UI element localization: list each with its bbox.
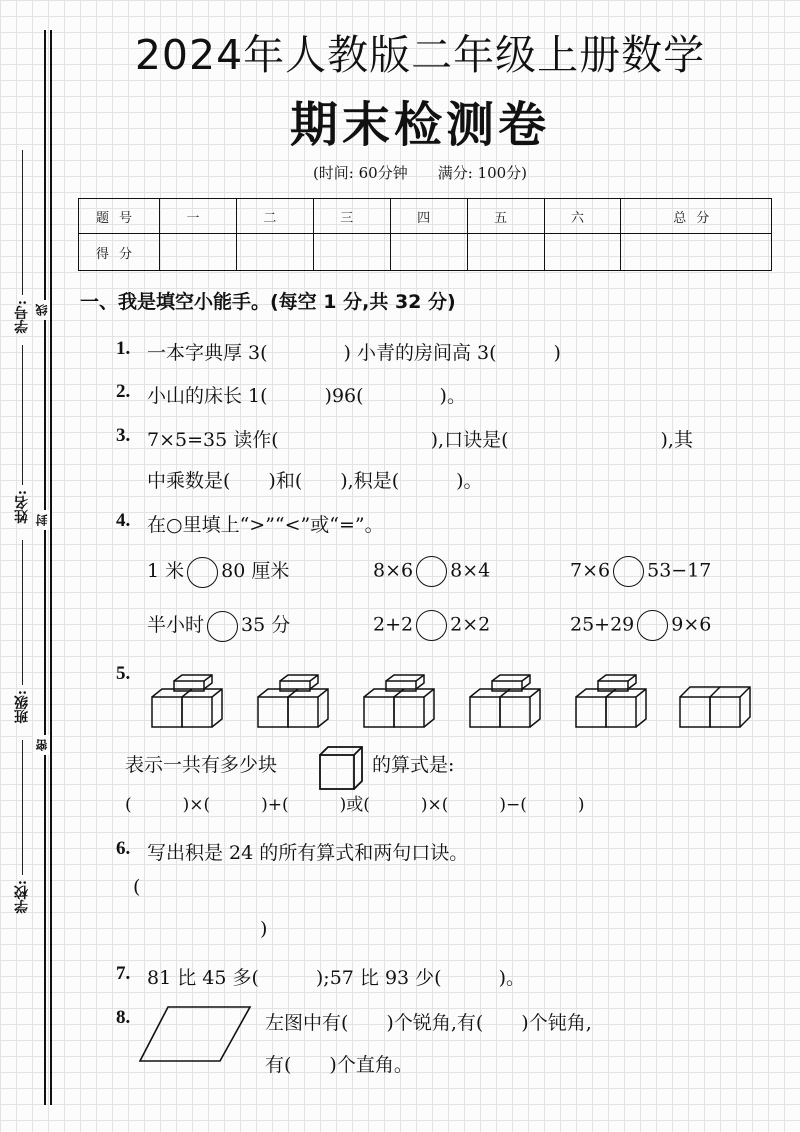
binding-border-outer: [44, 30, 46, 1105]
compare-right: 53−17: [647, 559, 712, 582]
compare-circle[interactable]: [637, 610, 668, 641]
section-1-heading: 一、我是填空小能手。(每空 1 分,共 32 分): [80, 291, 456, 313]
q6-close-paren: ): [260, 918, 268, 940]
cube-stack-5: [576, 675, 646, 727]
name-label: 姓名:: [14, 490, 30, 524]
seal-text-close: 密: [33, 735, 50, 755]
binding-border-inner: [50, 30, 52, 1105]
exam-title: 2024年人教版二年级上册数学: [134, 31, 706, 79]
col-header: 六: [544, 199, 621, 234]
class-label: 班级:: [14, 690, 30, 724]
score-cell[interactable]: [160, 234, 237, 271]
exam-subtitle: 期末检测卷: [289, 97, 550, 153]
col-header: 五: [467, 199, 544, 234]
score-cell[interactable]: [313, 234, 390, 271]
school-line: [22, 740, 23, 875]
q8-number: 8.: [116, 1007, 131, 1028]
compare-circle[interactable]: [187, 557, 218, 588]
cube-stack-6: [680, 687, 750, 727]
q5-text-b: 的算式是:: [372, 754, 455, 776]
q4-compare-5: [373, 610, 490, 641]
score-table-score-row: [79, 234, 772, 271]
compare-right: 9×6: [671, 613, 712, 636]
q6-number: 6.: [116, 838, 131, 859]
q1-number: 1.: [116, 338, 131, 359]
cube-stack-1: [152, 675, 222, 727]
cube-stack-3: [364, 675, 434, 727]
q5-text-a: 表示一共有多少块: [125, 754, 278, 776]
q5-number: 5.: [116, 663, 131, 684]
q4-text: 在○里填上“>”“<”或“=”。: [147, 514, 384, 536]
score-cell[interactable]: [621, 234, 772, 271]
score-table: [78, 198, 772, 271]
score-table-header-row: [79, 199, 772, 234]
student-no-line: [22, 150, 23, 295]
compare-left: 2+2: [373, 613, 414, 636]
single-cube-icon: [318, 745, 366, 793]
score-cell[interactable]: [236, 234, 313, 271]
cube-stacks-figure: [150, 675, 770, 735]
q8-text-line2: 有( )个直角。: [265, 1054, 413, 1076]
compare-circle[interactable]: [416, 610, 447, 641]
seal-text-line: 线: [33, 300, 50, 320]
parallelogram-figure: [138, 1005, 258, 1065]
q7-number: 7.: [116, 963, 131, 984]
q6-text: 写出积是 24 的所有算式和两句口诀。: [147, 842, 469, 864]
q1-text: 一本字典厚 3( ) 小青的房间高 3( ): [147, 342, 561, 364]
q4-compare-2: [373, 556, 490, 587]
seal-text-seal: 封: [33, 510, 50, 530]
class-line: [22, 540, 23, 685]
col-header: 三: [313, 199, 390, 234]
compare-left: 1 米: [147, 560, 185, 582]
score-cell[interactable]: [544, 234, 621, 271]
q4-compare-6: [570, 610, 711, 641]
compare-right: 2×2: [450, 613, 491, 636]
row-header-question-no: 题号: [79, 199, 160, 234]
school-label: 学校:: [14, 880, 30, 914]
q4-compare-3: [570, 556, 711, 587]
compare-left: 7×6: [570, 559, 611, 582]
q3-text-line2: 中乘数是( )和( ),积是( )。: [147, 470, 483, 492]
q2-text: 小山的床长 1( )96( )。: [147, 385, 466, 407]
row-header-score: 得分: [79, 234, 160, 271]
cube-stack-2: [258, 675, 328, 727]
col-header: 一: [160, 199, 237, 234]
q3-text-line1: 7×5=35 读作( ),口诀是( ),其: [147, 429, 693, 451]
compare-left: 半小时: [147, 614, 205, 636]
compare-right: 8×4: [450, 559, 491, 582]
time-and-score-info: (时间: 60分钟 满分: 100分): [312, 164, 528, 182]
q5-expression: ( )×( )+( )或( )×( )−( ): [125, 795, 585, 815]
compare-circle[interactable]: [613, 556, 644, 587]
q4-compare-4: [147, 610, 290, 642]
col-header: 四: [390, 199, 467, 234]
q6-open-paren: (: [133, 876, 141, 898]
name-line: [22, 345, 23, 485]
compare-left: 8×6: [373, 559, 414, 582]
compare-right: 80 厘米: [221, 560, 290, 582]
student-no-label: 学号:: [14, 300, 30, 334]
compare-circle[interactable]: [416, 556, 447, 587]
q2-number: 2.: [116, 381, 131, 402]
score-cell[interactable]: [467, 234, 544, 271]
q8-text-line1: 左图中有( )个锐角,有( )个钝角,: [265, 1012, 592, 1034]
col-header: 二: [236, 199, 313, 234]
cube-stack-4: [470, 675, 540, 727]
q4-compare-1: [147, 556, 289, 588]
score-cell[interactable]: [390, 234, 467, 271]
q3-number: 3.: [116, 425, 131, 446]
col-header: 总分: [621, 199, 772, 234]
q4-number: 4.: [116, 510, 131, 531]
compare-circle[interactable]: [207, 611, 238, 642]
q7-text: 81 比 45 多( );57 比 93 少( )。: [147, 967, 525, 989]
compare-left: 25+29: [570, 613, 635, 636]
compare-right: 35 分: [241, 614, 291, 636]
